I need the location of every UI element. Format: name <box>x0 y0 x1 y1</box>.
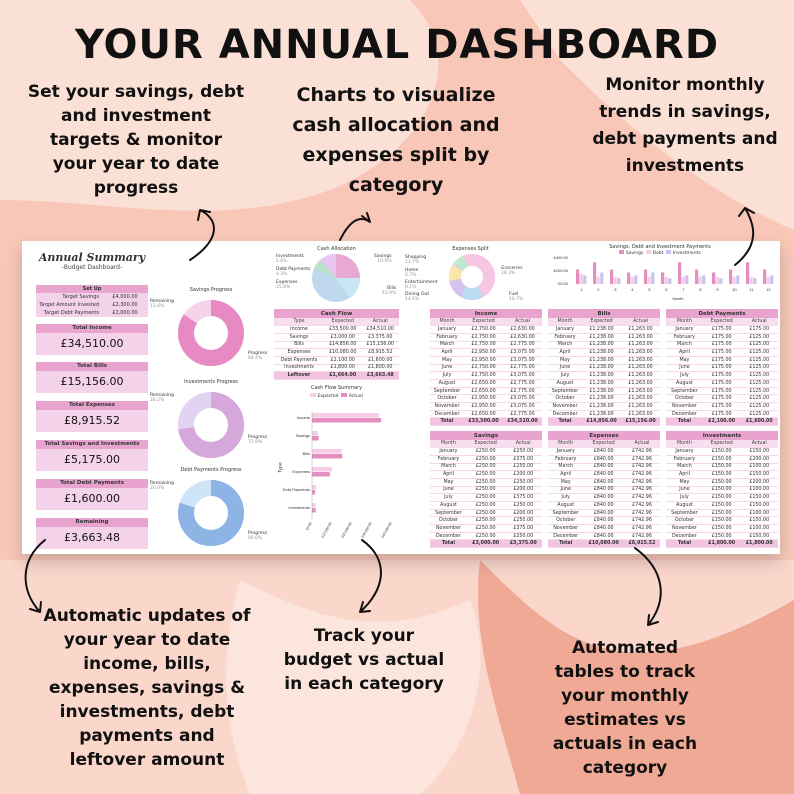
table-row: April £2,950.00 £3,075.00 <box>430 349 542 357</box>
table-row: June £1,238.00 £1,263.00 <box>548 364 660 372</box>
expenses-split-chart <box>403 246 538 304</box>
investments-donut <box>176 387 246 463</box>
table-row: September £150.00 £100.00 <box>666 509 778 517</box>
table-row: January £2,750.00 £2,630.00 <box>430 326 542 334</box>
table-row: December £2,650.00 £2,775.00 <box>430 410 542 418</box>
expenses-header-row: Month Expected Actual <box>548 440 660 448</box>
table-row: July £1,238.00 £1,263.00 <box>548 372 660 380</box>
caption-trends: Monitor monthly trends in savings, debt payments and investments <box>592 75 778 176</box>
table-row: December £150.00 £150.00 <box>666 532 778 540</box>
cash-allocation-chart <box>274 246 399 304</box>
trend-bar-investments <box>685 275 688 284</box>
investments-progress-title: Investments Progress <box>184 379 238 385</box>
trend-bar-debt <box>733 277 736 284</box>
debt-header-row: Month Expected Actual <box>666 318 778 326</box>
expenses-total-row: Total £10,080.00 £8,915.52 <box>548 540 660 548</box>
table-row: August £1,238.00 £1,263.00 <box>548 380 660 388</box>
expenses-split-title: Expenses Split <box>452 246 489 252</box>
table-row: November £2,950.00 £3,075.00 <box>430 403 542 411</box>
table-row: April £175.00 £125.00 <box>666 349 778 357</box>
savings-table-title: Savings <box>430 431 542 440</box>
alloc-label-investments: Investments 5.8% <box>276 254 304 264</box>
savings-header-row: Month Expected Actual <box>430 440 542 448</box>
trend-bar-investments <box>634 275 637 284</box>
table-row: April £250.00 £200.00 <box>430 471 542 479</box>
setup-row: Target Debt Payments £2,000.00 <box>43 310 138 316</box>
table-row: October £1,238.00 £1,263.00 <box>548 395 660 403</box>
cash-flow-summary-title: Cash Flow Summary <box>310 385 363 391</box>
cash-flow-row: Debt Payments £2,100.00 £1,600.00 <box>274 356 399 364</box>
trend-bar-debt <box>614 277 617 284</box>
cash-flow-leftover-row: Leftover £1,664.00 £3,663.48 <box>274 372 399 380</box>
alloc-label-savings: Savings 10.9% <box>374 254 392 264</box>
setup-row: Target Savings £4,000.00 <box>62 294 138 300</box>
table-row: July £175.00 £125.00 <box>666 372 778 380</box>
table-row: March £2,750.00 £2,775.00 <box>430 341 542 349</box>
table-row: May £840.00 £742.96 <box>548 478 660 486</box>
trend-bar-savings <box>661 272 664 284</box>
table-row: June £840.00 £742.96 <box>548 486 660 494</box>
bills-table <box>548 309 660 426</box>
table-row: September £2,650.00 £2,775.00 <box>430 387 542 395</box>
trend-xtick: 5 <box>648 287 651 292</box>
trend-bar-debt <box>682 277 685 284</box>
table-row: November £1,238.00 £1,263.00 <box>548 403 660 411</box>
setup-box <box>36 285 148 317</box>
trend-xtick: 7 <box>682 287 685 292</box>
table-row: February £1,238.00 £1,263.00 <box>548 333 660 341</box>
table-row: December £840.00 £742.96 <box>548 532 660 540</box>
table-row: September £1,238.00 £1,263.00 <box>548 387 660 395</box>
table-row: December £1,238.00 £1,263.00 <box>548 410 660 418</box>
progress-panel <box>150 241 272 554</box>
trend-bar-savings <box>763 270 766 284</box>
cash-flow-bar-actual <box>312 418 381 423</box>
cash-flow-bar-expected <box>312 503 316 508</box>
trend-bar-savings <box>610 270 613 284</box>
cash-flow-row: Savings £3,000.00 £3,375.00 <box>274 333 399 341</box>
trend-bar-investments <box>583 275 586 284</box>
trend-xlabel: Month <box>672 296 684 301</box>
trend-bar-savings <box>627 272 630 284</box>
trend-bar-savings <box>729 270 732 284</box>
table-row: July £840.00 £742.96 <box>548 494 660 502</box>
investments-table <box>666 431 778 548</box>
expenses-split-donut <box>447 252 497 302</box>
trend-xtick: 9 <box>716 287 719 292</box>
cash-flow-bar-actual <box>312 508 316 513</box>
debt-donut <box>176 475 246 551</box>
trend-xtick: 1 <box>580 287 583 292</box>
cash-flow-row: Expenses £10,080.00 £8,915.52 <box>274 349 399 357</box>
cash-flow-category-label: Investments <box>288 505 310 510</box>
savings-remaining-label: Remaining 13.6% <box>150 299 174 309</box>
expenses-table-title: Expenses <box>548 431 660 440</box>
table-row: February £150.00 £200.00 <box>666 455 778 463</box>
table-row: January £150.00 £150.00 <box>666 448 778 456</box>
cash-allocation-pie <box>310 252 362 304</box>
split-label-entertainment: Entertainment 8.1% <box>405 280 438 290</box>
bills-total-row: Total £14,856.00 £15,156.00 <box>548 418 660 426</box>
table-row: July £2,750.00 £3,075.00 <box>430 372 542 380</box>
table-row: August £150.00 £150.00 <box>666 502 778 510</box>
cash-flow-bar-actual <box>312 490 315 495</box>
debt-total-row: Total £2,100.00 £1,600.00 <box>666 418 778 426</box>
trend-bar-investments <box>736 275 739 284</box>
table-row: December £250.00 £250.00 <box>430 532 542 540</box>
cash-flow-table: Cash Flow Type Expected Actual Income £33,500.00 £34,510.00 Savings £3,000.00 £3,375.00 Bills £14,856.00 £15,156.00 Expenses £10,080.00 £8,915.52 Debt Payments £2,100.00 £1,600.00 Investments £1,800.00 £1,800.00 Leftover £1,664.00 £3,663.48 <box>274 309 399 380</box>
trend-bar-debt <box>699 277 702 284</box>
investments-progress-label: Progress 72.8% <box>248 435 268 445</box>
trend-bar-debt <box>767 277 770 284</box>
trend-bar-investments <box>702 275 705 284</box>
table-row: October £175.00 £125.00 <box>666 395 778 403</box>
cash-flow-xtick: £0.00 <box>305 521 313 532</box>
cash-flow-bar-expected <box>312 431 318 436</box>
cash-flow-category-label: Expenses <box>292 469 310 474</box>
caption-targets: Set your savings, debt and investment targets & monitor your year to date progress <box>27 82 245 198</box>
trend-bar-debt <box>631 277 634 284</box>
cash-flow-bar-expected <box>312 413 379 418</box>
trend-bar-savings <box>593 262 596 284</box>
trend-bar-savings <box>712 272 715 284</box>
investments-progress-chart <box>150 379 272 465</box>
total-savings-investments-card: Total Savings and Investments £5,175.00 <box>36 440 148 471</box>
trend-bar-debt <box>597 277 600 284</box>
trend-bar-debt <box>648 277 651 284</box>
cash-flow-summary-chart <box>274 385 399 545</box>
trend-xtick: 6 <box>665 287 668 292</box>
bills-table-title: Bills <box>548 309 660 318</box>
table-row: October £250.00 £250.00 <box>430 517 542 525</box>
alloc-label-debt: Debt Payments 4.3% <box>276 267 311 277</box>
table-row: February £2,750.00 £2,630.00 <box>430 333 542 341</box>
total-bills-card: Total Bills £15,156.00 <box>36 362 148 393</box>
table-row: November £150.00 £100.00 <box>666 525 778 533</box>
trend-bar-investments <box>719 278 722 284</box>
cash-flow-bar-expected <box>312 467 332 472</box>
cash-flow-bar-actual <box>312 454 342 459</box>
table-row: June £175.00 £125.00 <box>666 364 778 372</box>
trend-bar-investments <box>770 275 773 284</box>
table-row: November £175.00 £125.00 <box>666 403 778 411</box>
trend-xtick: 10 <box>732 287 737 292</box>
table-row: November £840.00 £742.96 <box>548 525 660 533</box>
caption-charts: Charts to visualize cash allocation and expenses split by category <box>292 84 500 196</box>
alloc-label-expenses: Expenses 25.8% <box>276 280 298 290</box>
debt-table-title: Debt Payments <box>666 309 778 318</box>
table-row: February £250.00 £375.00 <box>430 455 542 463</box>
trend-chart <box>544 244 776 306</box>
table-row: August £175.00 £125.00 <box>666 380 778 388</box>
table-row: November £250.00 £375.00 <box>430 525 542 533</box>
trend-bar-debt <box>665 277 668 284</box>
cash-flow-xtick: £40,000.00 <box>380 521 393 539</box>
cash-flow-row: Investments £1,800.00 £1,800.00 <box>274 364 399 372</box>
table-row: September £250.00 £200.00 <box>430 509 542 517</box>
table-row: August £2,650.00 £2,775.00 <box>430 380 542 388</box>
table-row: March £840.00 £742.96 <box>548 463 660 471</box>
table-row: September £175.00 £125.00 <box>666 387 778 395</box>
table-row: October £150.00 £150.00 <box>666 517 778 525</box>
investments-total-row: Total £1,800.00 £1,800.00 <box>666 540 778 548</box>
table-row: January £250.00 £250.00 <box>430 448 542 456</box>
trend-bar-investments <box>668 278 671 284</box>
cash-flow-xtick: £30,000.00 <box>360 521 373 539</box>
trend-bar-debt <box>716 277 719 284</box>
cash-flow-category-label: Bills <box>302 451 310 456</box>
debt-table <box>666 309 778 426</box>
caption-auto-updates: Automatic updates of your year to date income, bills, expenses, savings & investments, debt payments and leftover amount <box>43 606 251 770</box>
cash-flow-category-label: Debt Payments <box>282 487 310 492</box>
trend-xtick: 2 <box>597 287 600 292</box>
cash-flow-xtick: £10,000.00 <box>320 521 333 539</box>
table-row: April £1,238.00 £1,263.00 <box>548 349 660 357</box>
trend-bars <box>544 256 776 304</box>
income-total-row: Total £33,500.00 £34,510.00 <box>430 418 542 426</box>
bills-header-row: Month Expected Actual <box>548 318 660 326</box>
cash-flow-row: Income £33,500.00 £34,510.00 <box>274 326 399 334</box>
trend-bar-savings <box>695 270 698 284</box>
cash-flow-bar-expected <box>312 485 316 490</box>
table-row: April £840.00 £742.96 <box>548 471 660 479</box>
savings-progress-title: Savings Progress <box>189 287 233 293</box>
table-row: July £150.00 £150.00 <box>666 494 778 502</box>
savings-progress-chart <box>150 287 272 373</box>
trend-ytick: £0.00 <box>557 281 568 286</box>
table-row: May £150.00 £200.00 <box>666 478 778 486</box>
income-table <box>430 309 542 426</box>
debt-progress-label: Progress 80.0% <box>248 531 268 541</box>
setup-row: Target Amount Invested £2,300.00 <box>39 302 138 308</box>
table-row: March £175.00 £125.00 <box>666 341 778 349</box>
table-row: March £1,238.00 £1,263.00 <box>548 341 660 349</box>
trend-bar-debt <box>580 274 583 284</box>
table-row: June £2,750.00 £2,775.00 <box>430 364 542 372</box>
split-label-groceries: Groceries 28.3% <box>501 266 523 276</box>
table-row: September £840.00 £742.96 <box>548 509 660 517</box>
investments-table-title: Investments <box>666 431 778 440</box>
trend-xtick: 4 <box>631 287 634 292</box>
page-title: YOUR ANNUAL DASHBOARD <box>74 22 720 68</box>
summary-title: Annual Summary <box>38 251 146 264</box>
trend-bar-investments <box>617 278 620 284</box>
table-row: June £150.00 £100.00 <box>666 486 778 494</box>
table-row: February £175.00 £125.00 <box>666 333 778 341</box>
cash-flow-legend: Expected Actual <box>274 393 399 399</box>
trend-bar-debt <box>750 277 753 284</box>
trend-ytick: £200.00 <box>553 268 568 273</box>
total-income-card: Total Income £34,510.00 <box>36 324 148 355</box>
table-row: August £250.00 £250.00 <box>430 502 542 510</box>
savings-donut <box>176 295 246 371</box>
split-label-home: Home 6.7% <box>405 268 419 278</box>
table-row: March £250.00 £250.00 <box>430 463 542 471</box>
trend-xtick: 11 <box>749 287 754 292</box>
trend-bar-investments <box>600 272 603 284</box>
savings-progress-label: Progress 84.4% <box>248 351 268 361</box>
caption-automated-tables: Automated tables to track your monthly estimates vs actuals in each category <box>552 638 698 778</box>
table-row: June £250.00 £200.00 <box>430 486 542 494</box>
cash-allocation-title: Cash Allocation <box>317 246 356 252</box>
split-label-fuel: Fuel 16.7% <box>509 292 524 302</box>
income-header-row: Month Expected Actual <box>430 318 542 326</box>
cash-flow-ylabel: Type <box>278 462 284 473</box>
savings-table <box>430 431 542 548</box>
cash-flow-bar-expected <box>312 449 342 454</box>
table-row: March £150.00 £100.00 <box>666 463 778 471</box>
total-debt-payments-card: Total Debt Payments £1,600.00 <box>36 479 148 510</box>
alloc-label-bills: Bills 43.9% <box>382 286 397 296</box>
trend-title: Savings, Debt and Investment Payments <box>609 244 711 250</box>
table-row: May £175.00 £125.00 <box>666 356 778 364</box>
remaining-card: Remaining £3,663.48 <box>36 518 148 549</box>
investments-remaining-label: Remaining 28.2% <box>150 393 174 403</box>
debt-progress-title: Debt Payments Progress <box>180 467 242 473</box>
trend-bar-investments <box>753 278 756 284</box>
table-row: January £1,238.00 £1,263.00 <box>548 326 660 334</box>
split-label-shopping: Shopping 11.7% <box>405 255 427 265</box>
annual-summary-panel <box>22 241 162 554</box>
trend-xtick: 12 <box>766 287 771 292</box>
income-table-title: Income <box>430 309 542 318</box>
cash-flow-xtick: £20,000.00 <box>340 521 353 539</box>
split-label-dining: Dining Out 14.6% <box>405 292 430 302</box>
trend-bar-investments <box>651 272 654 284</box>
table-row: August £840.00 £742.96 <box>548 502 660 510</box>
dashboard-screenshot <box>22 241 780 554</box>
savings-total-row: Total £3,000.00 £3,375.00 <box>430 540 542 548</box>
table-row: October £840.00 £742.96 <box>548 517 660 525</box>
trend-bar-savings <box>644 270 647 284</box>
trend-bar-savings <box>576 270 579 284</box>
trend-xtick: 3 <box>614 287 617 292</box>
table-row: May £1,238.00 £1,263.00 <box>548 356 660 364</box>
cash-flow-bar-actual <box>312 436 319 441</box>
cash-flow-title: Cash Flow <box>274 309 399 318</box>
debt-remaining-label: Remaining 20.0% <box>150 481 174 491</box>
debt-progress-chart <box>150 467 272 553</box>
table-row: July £250.00 £375.00 <box>430 494 542 502</box>
trend-bar-savings <box>678 262 681 284</box>
table-row: April £150.00 £150.00 <box>666 471 778 479</box>
table-row: May £250.00 £250.00 <box>430 478 542 486</box>
cash-flow-row: Bills £14,856.00 £15,156.00 <box>274 341 399 349</box>
trend-bar-savings <box>746 262 749 284</box>
cash-flow-bar-actual <box>312 472 330 477</box>
trend-xtick: 8 <box>699 287 702 292</box>
table-row: February £840.00 £742.96 <box>548 455 660 463</box>
expenses-table <box>548 431 660 548</box>
cash-flow-category-label: Savings <box>295 433 310 438</box>
summary-subtitle: -Budget Dashboard- <box>61 264 123 271</box>
trend-legend: Savings Debt Investments <box>544 250 776 256</box>
table-row: January £840.00 £742.96 <box>548 448 660 456</box>
total-expenses-card: Total Expenses £8,915.52 <box>36 401 148 432</box>
trend-ytick: £400.00 <box>553 256 568 260</box>
caption-budget-vs-actual: Track your budget vs actual in each category <box>283 626 445 694</box>
table-row: May £2,950.00 £3,075.00 <box>430 356 542 364</box>
table-row: December £175.00 £125.00 <box>666 410 778 418</box>
setup-title: Set Up <box>36 285 148 293</box>
investments-header-row: Month Expected Actual <box>666 440 778 448</box>
cash-flow-bars <box>274 403 399 543</box>
table-row: October £2,950.00 £3,075.00 <box>430 395 542 403</box>
table-row: January £175.00 £175.00 <box>666 326 778 334</box>
cash-flow-category-label: Income <box>296 415 310 420</box>
